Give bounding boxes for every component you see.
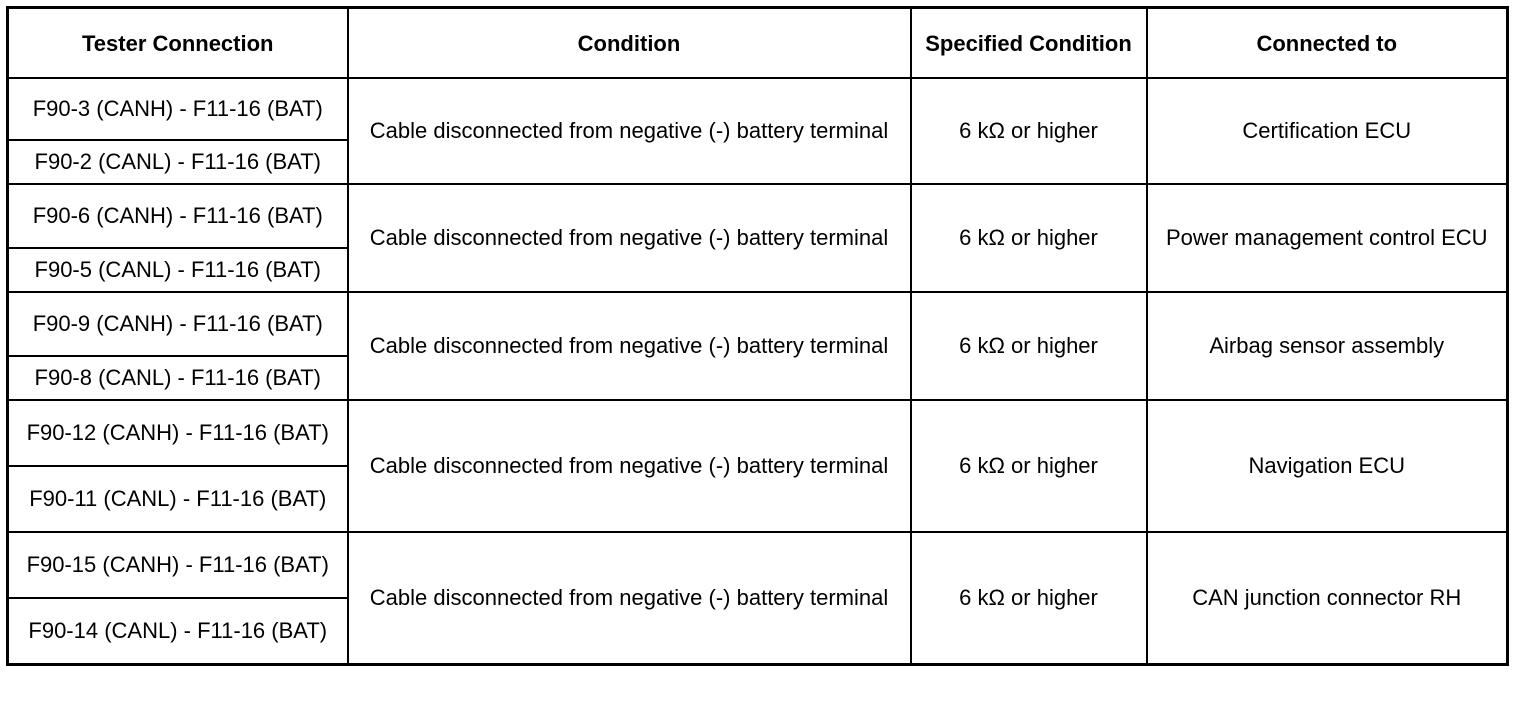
tester-connection-cell: F90-5 (CANL) - F11-16 (BAT) — [8, 248, 348, 292]
condition-cell: Cable disconnected from negative (-) battery terminal — [348, 292, 911, 400]
header-condition: Condition — [348, 8, 911, 79]
specified-condition-cell: 6 kΩ or higher — [911, 532, 1147, 665]
specified-condition-cell: 6 kΩ or higher — [911, 184, 1147, 292]
condition-cell: Cable disconnected from negative (-) battery terminal — [348, 78, 911, 184]
tester-connection-cell: F90-15 (CANH) - F11-16 (BAT) — [8, 532, 348, 598]
tester-connection-cell: F90-14 (CANL) - F11-16 (BAT) — [8, 598, 348, 665]
header-row — [8, 8, 1508, 79]
header-connected-to: Connected to — [1147, 8, 1508, 79]
tester-connection-cell: F90-2 (CANL) - F11-16 (BAT) — [8, 140, 348, 184]
tester-connection-cell: F90-9 (CANH) - F11-16 (BAT) — [8, 292, 348, 356]
connected-to-cell: CAN junction connector RH — [1147, 532, 1508, 665]
tester-connection-cell: F90-8 (CANL) - F11-16 (BAT) — [8, 356, 348, 400]
tester-connection-cell: F90-3 (CANH) - F11-16 (BAT) — [8, 78, 348, 140]
specified-condition-cell: 6 kΩ or higher — [911, 292, 1147, 400]
tester-connection-cell: F90-11 (CANL) - F11-16 (BAT) — [8, 466, 348, 532]
table-row — [8, 184, 1508, 248]
condition-cell: Cable disconnected from negative (-) battery terminal — [348, 184, 911, 292]
condition-cell: Cable disconnected from negative (-) battery terminal — [348, 532, 911, 665]
header-tester-connection: Tester Connection — [8, 8, 348, 79]
specified-condition-cell: 6 kΩ or higher — [911, 78, 1147, 184]
inspection-table — [6, 6, 1509, 666]
table-row — [8, 78, 1508, 140]
connected-to-cell: Certification ECU — [1147, 78, 1508, 184]
connected-to-cell: Power management control ECU — [1147, 184, 1508, 292]
table-row — [8, 292, 1508, 356]
specified-condition-cell: 6 kΩ or higher — [911, 400, 1147, 532]
condition-cell: Cable disconnected from negative (-) battery terminal — [348, 400, 911, 532]
tester-connection-cell: F90-6 (CANH) - F11-16 (BAT) — [8, 184, 348, 248]
connected-to-cell: Airbag sensor assembly — [1147, 292, 1508, 400]
table-row — [8, 400, 1508, 466]
table-row — [8, 532, 1508, 598]
connected-to-cell: Navigation ECU — [1147, 400, 1508, 532]
header-specified-condition: Specified Condition — [911, 8, 1147, 79]
inspection-table-container — [6, 6, 1509, 666]
tester-connection-cell: F90-12 (CANH) - F11-16 (BAT) — [8, 400, 348, 466]
